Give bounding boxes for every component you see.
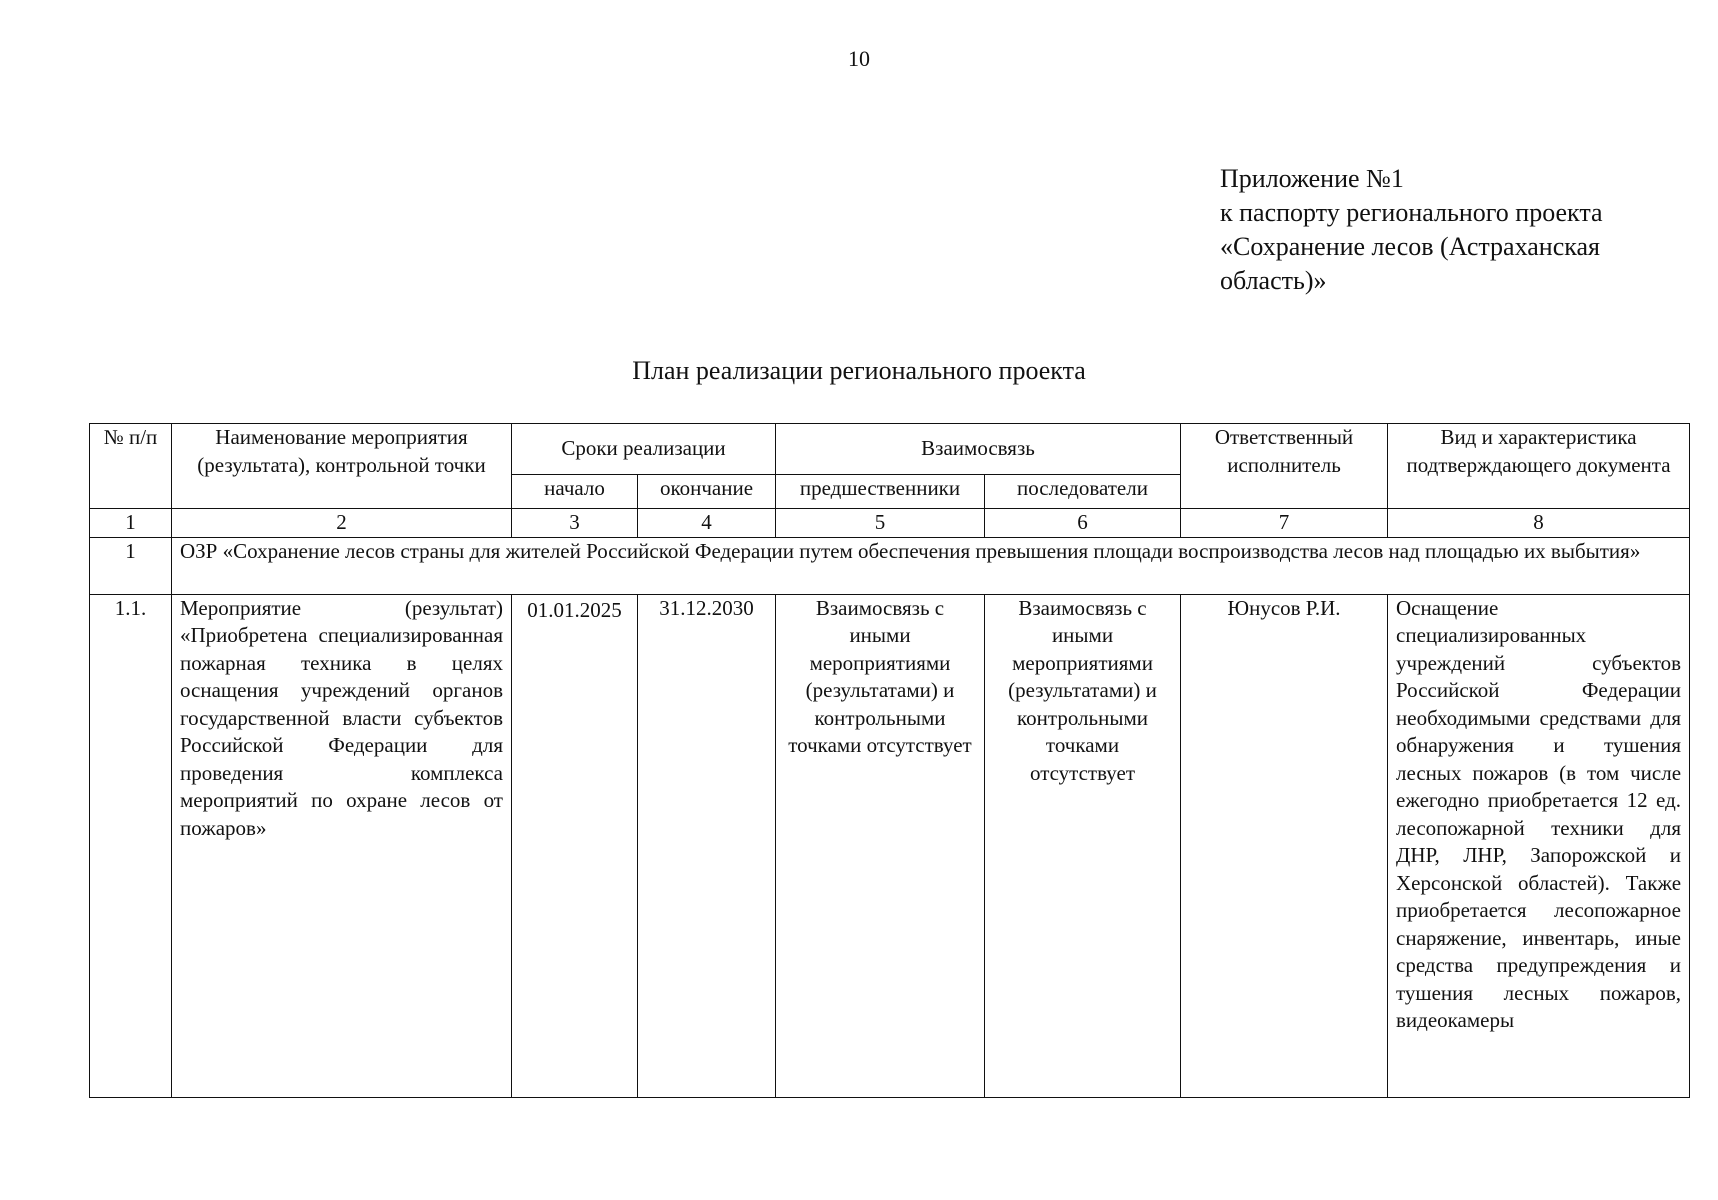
row-end-date: 31.12.2030 — [638, 594, 776, 1097]
row-predecessors: Взаимосвязь с иными мероприятиями (результатами) и контрольными точками отсутствует — [776, 594, 985, 1097]
table-row — [90, 594, 1690, 1097]
column-number: 1 — [90, 509, 172, 538]
row-successors: Взаимосвязь с иными мероприятиями (результатами) и контрольными точками отсутствует — [985, 594, 1181, 1097]
appendix-line: к паспорту регионального проекта — [1220, 198, 1603, 227]
row-responsible: Юнусов Р.И. — [1181, 594, 1388, 1097]
column-number: 7 — [1181, 509, 1388, 538]
header-name: Наименование мероприятия (результата), контрольной точки — [172, 424, 512, 509]
ozr-row — [90, 537, 1690, 594]
header-relation: Взаимосвязь — [776, 424, 1181, 475]
header-terms: Сроки реализации — [512, 424, 776, 475]
header-start: начало — [512, 475, 638, 509]
appendix-line: «Сохранение лесов (Астраханская — [1220, 232, 1600, 261]
header-responsible: Ответственный исполнитель — [1181, 424, 1388, 509]
appendix-line: Приложение №1 — [1220, 164, 1404, 193]
column-number: 6 — [985, 509, 1181, 538]
header-predecessors: предшественники — [776, 475, 985, 509]
column-number: 3 — [512, 509, 638, 538]
implementation-plan-table — [89, 423, 1690, 1098]
column-number: 4 — [638, 509, 776, 538]
appendix-block — [1220, 162, 1690, 298]
column-number-row — [90, 509, 1690, 538]
header-document: Вид и характеристика подтверждающего документа — [1388, 424, 1690, 509]
header-end: окончание — [638, 475, 776, 509]
column-number: 2 — [172, 509, 512, 538]
ozr-text: ОЗР «Сохранение лесов страны для жителей Российской Федерации путем обеспечения превышения площади воспроизводства лесов над площадью их выбытия» — [172, 537, 1690, 594]
row-document: Оснащение специализированных учреждений субъектов Российской Федерации необходимыми средствами для обнаружения и тушения лесных пожаров (в том числе ежегодно приобретается 12 ед. лесопожарной техники для ДНР, ЛНР, Запорожской и Херсонской областей). Также приобретается лесопожарное снаряжение, инвентарь, иные средства предупреждения и тушения лесных пожаров, видеокамеры — [1388, 594, 1690, 1097]
row-start-date: 01.01.2025 — [512, 594, 638, 1097]
page-number: 10 — [848, 46, 870, 71]
document-title: План реализации регионального проекта — [632, 356, 1086, 385]
row-num: 1.1. — [90, 594, 172, 1097]
appendix-line: область)» — [1220, 266, 1327, 295]
column-number: 8 — [1388, 509, 1690, 538]
header-successors: последователи — [985, 475, 1181, 509]
header-num: № п/п — [90, 424, 172, 509]
ozr-num: 1 — [90, 537, 172, 594]
row-name: Мероприятие (результат) «Приобретена специализированная пожарная техника в целях оснащения учреждений органов государственной власти субъектов Российской Федерации для проведения комплекса мероприятий по охране лесов от пожаров» — [172, 594, 512, 1097]
column-number: 5 — [776, 509, 985, 538]
